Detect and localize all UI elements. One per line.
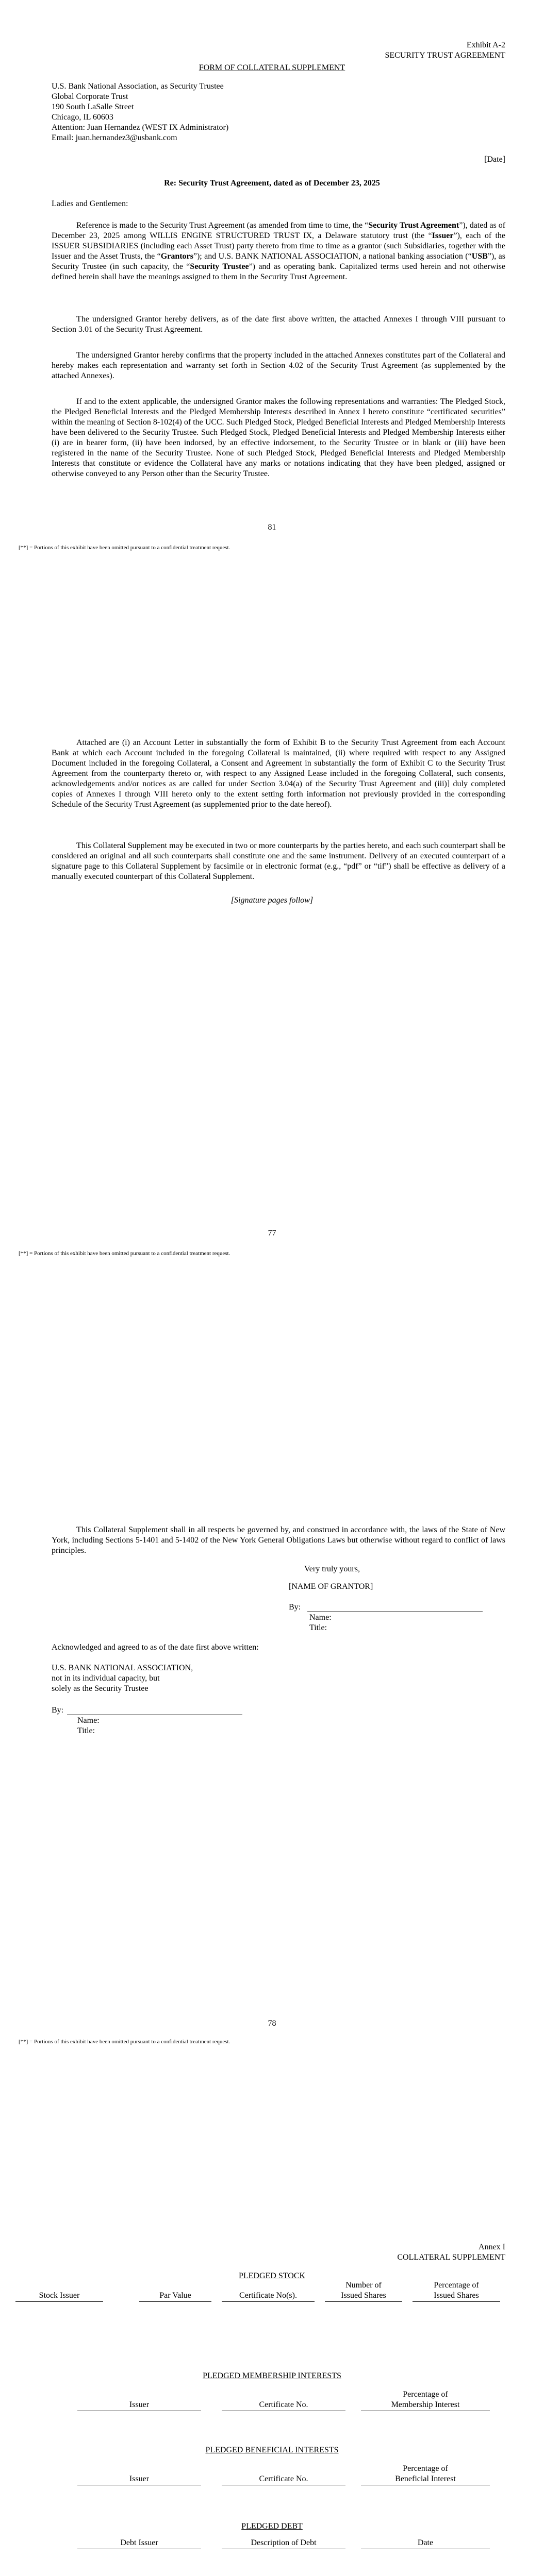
- trustee-block: [52, 1663, 309, 1694]
- acknowledgement-line: Acknowledged and agreed to as of the date first above written:: [52, 1643, 259, 1652]
- column-rule: [139, 2301, 211, 2302]
- trustee-line: not in its individual capacity, but: [52, 1674, 160, 1683]
- address-line: 190 South LaSalle Street: [52, 103, 134, 111]
- supplement-label: COLLATERAL SUPPLEMENT: [397, 2253, 505, 2262]
- by-label: By:: [289, 1603, 301, 1612]
- column-header: Percentage of Issued Shares: [434, 2281, 479, 2300]
- signature-note: [Signature pages follow]: [230, 896, 314, 905]
- column-rule: [325, 2301, 402, 2302]
- address-line: U.S. Bank National Association, as Security Trustee: [52, 82, 224, 91]
- name-label: Name:: [309, 1613, 332, 1622]
- date-placeholder: [Date]: [484, 155, 505, 164]
- para-text: ”), each of the ISSUER SUBSIDIARIES (including each Asset Trust) party thereto from time to time as a grantor (such Subsidiaries, together with the Issuer and the Asset Trusts, the “: [52, 231, 505, 261]
- paragraph-confirmation: The undersigned Grantor hereby confirms that the property included in the attached Annexes constitutes part of the Collateral and hereby makes each representation and warranty set forth in Section 4.02 of the Security Trust Agreement (as supplemented by the attached Annexes).: [52, 351, 505, 380]
- defined-term: Security Trust Agreement: [368, 221, 459, 230]
- trustee-line: solely as the Security Trustee: [52, 1684, 149, 1693]
- column-header: Date: [417, 2538, 434, 2547]
- re-line: Re: Security Trust Agreement, dated as of December 23, 2025: [164, 179, 380, 188]
- address-line: Attention: Juan Hernandez (WEST IX Administrator): [52, 123, 229, 132]
- section-title-pledged-debt: PLEDGED DEBT: [241, 2522, 303, 2531]
- title-label: Title:: [309, 1623, 327, 1632]
- page-4: [0, 2056, 544, 2576]
- page-number: 78: [268, 2019, 276, 2028]
- column-header: Percentage of Beneficial Interest: [395, 2464, 456, 2483]
- column-header: Par Value: [159, 2291, 191, 2300]
- column-header: Certificate No.: [259, 2475, 308, 2483]
- address-line: Chicago, IL 60603: [52, 113, 113, 122]
- column-header: Percentage of Membership Interest: [391, 2390, 460, 2409]
- column-header: Certificate No(s).: [239, 2291, 297, 2300]
- section-title-membership-interests: PLEDGED MEMBERSHIP INTERESTS: [203, 2371, 341, 2380]
- annex-label: Annex I: [479, 2243, 505, 2251]
- para-text: Reference is made to the Security Trust Agreement (as amended from time to time, the “: [76, 221, 369, 230]
- paragraph-counterparts: This Collateral Supplement may be executed in two or more counterparts by the parties hereto, and each such counterpart shall be considered an original and all such counterparts shall constitute one and the same instrument. Delivery of an executed counterpart of a signature page to this Collateral Supplement by facsimile or in electronic format (e.g., “pdf” or “tif”) shall be effective as delivery of a manually executed counterpart of this Collateral Supplement.: [52, 841, 505, 881]
- column-header: Number of Issued Shares: [341, 2281, 386, 2300]
- para-text: ”); and U.S. BANK NATIONAL ASSOCIATION, a national banking association (“: [193, 252, 472, 261]
- column-header: Description of Debt: [251, 2538, 317, 2547]
- closing: Very truly yours,: [304, 1565, 360, 1573]
- paragraph-attachments: Attached are (i) an Account Letter in substantially the form of Exhibit B to the Security Trust Agreement from each Account Bank at which each Account included in the foregoing Collateral is maintained, (ii) where required with respect to any Assigned Document included in the foregoing Collateral, a Consent and Agreement in substantially the form of Exhibit C to the Security Trust Agreement from the counterparty thereto or, with respect to any Assigned Lease included in the foregoing Collateral, such consents, acknowledgements and/or notices as are called for under Section 3.04(a) of the Security Trust Agreement and (iii)] duly completed copies of Annexes I through VIII hereto only to the extent setting forth information not previously provided in the corresponding Schedule of the Security Trust Agreement (as supplemented prior to the date hereof).: [52, 738, 505, 809]
- title-label: Title:: [77, 1726, 95, 1735]
- column-header: Issuer: [129, 2475, 150, 2483]
- defined-term: Issuer: [432, 231, 454, 240]
- para-text: ”), dated as of December 23, 2025 among WILLIS ENGINE STRUCTURED TRUST IX, a Delaware statutory trust (the “: [52, 221, 506, 240]
- by-label: By:: [52, 1706, 64, 1715]
- column-rule: [413, 2301, 500, 2302]
- column-header: Debt Issuer: [120, 2538, 158, 2547]
- page-3: [0, 1370, 544, 2056]
- column-rule: [15, 2301, 103, 2302]
- page-1: [0, 0, 544, 685]
- exhibit-label: Exhibit A-2: [466, 41, 505, 49]
- paragraph-delivery: The undersigned Grantor hereby delivers, as of the date first above written, the attached Annexes I through VIII pursuant to Section 3.01 of the Security Trust Agreement.: [52, 315, 505, 334]
- para-text: ”), as Security Trustee (in such capacity, the “: [52, 252, 505, 271]
- footnote: [**] = Portions of this exhibit have been omitted pursuant to a confidential treatment request.: [19, 545, 230, 551]
- defined-term: USB: [471, 252, 488, 261]
- footnote: [**] = Portions of this exhibit have been omitted pursuant to a confidential treatment request.: [19, 2039, 230, 2045]
- footnote: [**] = Portions of this exhibit have been omitted pursuant to a confidential treatment request.: [19, 1250, 230, 1257]
- name-label: Name:: [77, 1716, 100, 1725]
- agreement-label: SECURITY TRUST AGREEMENT: [385, 51, 505, 60]
- para-text: ”) and as operating bank. Capitalized terms used herein and not otherwise defined herein shall have the meanings assigned to them in the Security Trust Agreement.: [52, 262, 506, 281]
- paragraph-representations: If and to the extent applicable, the undersigned Grantor makes the following representations and warranties: The Pledged Stock, the Pledged Beneficial Interests and the Pledged Membership Interests described in Annex I hereto constitute “certificated securities” within the meaning of Section 8-102(4) of the UCC. Such Pledged Stock, Pledged Beneficial Interests and Pledged Membership Interests have been delivered to the Security Trustee. Such Pledged Stock, Pledged Beneficial Interests and Pledged Membership Interests either (i) are in bearer form, (ii) have been indorsed, by an effective indorsement, to the Security Trustee or in blank or (iii) have been registered in the name of the Security Trustee. None of such Pledged Stock, Pledged Beneficial Interests and Pledged Membership Interests that constitute or evidence the Collateral have any marks or notations indicating that they have been pledged, assigned or otherwise conveyed to any Person other than the Security Trustee.: [52, 397, 505, 478]
- trustee-line: U.S. BANK NATIONAL ASSOCIATION,: [52, 1664, 193, 1672]
- grantor-name: [NAME OF GRANTOR]: [289, 1582, 373, 1591]
- section-title-pledged-stock: PLEDGED STOCK: [238, 2272, 306, 2280]
- page-number: 81: [268, 523, 276, 532]
- defined-term: Grantors: [160, 252, 193, 261]
- address-line: Global Corporate Trust: [52, 92, 128, 101]
- section-title-beneficial-interests: PLEDGED BENEFICIAL INTERESTS: [205, 2446, 339, 2454]
- page-2: [0, 685, 544, 1370]
- page-number: 77: [268, 1229, 276, 1238]
- paragraph-governing-law: This Collateral Supplement shall in all respects be governed by, and construed in accordance with, the laws of the State of New York, including Sections 5-1401 and 5-1402 of the New York General Obligations Laws but otherwise without regard to conflict of laws principles.: [52, 1526, 505, 1555]
- defined-term: Security Trustee: [190, 262, 249, 271]
- paragraph-reference: [52, 221, 505, 282]
- column-header: Issuer: [129, 2400, 150, 2409]
- column-header: Certificate No.: [259, 2400, 308, 2409]
- addressee-block: [52, 81, 361, 143]
- column-header: Stock Issuer: [39, 2291, 80, 2300]
- address-line: Email: juan.hernandez3@usbank.com: [52, 133, 177, 142]
- column-rule: [222, 2301, 315, 2302]
- salutation: Ladies and Gentlemen:: [52, 199, 128, 208]
- form-title: FORM OF COLLATERAL SUPPLEMENT: [199, 63, 345, 72]
